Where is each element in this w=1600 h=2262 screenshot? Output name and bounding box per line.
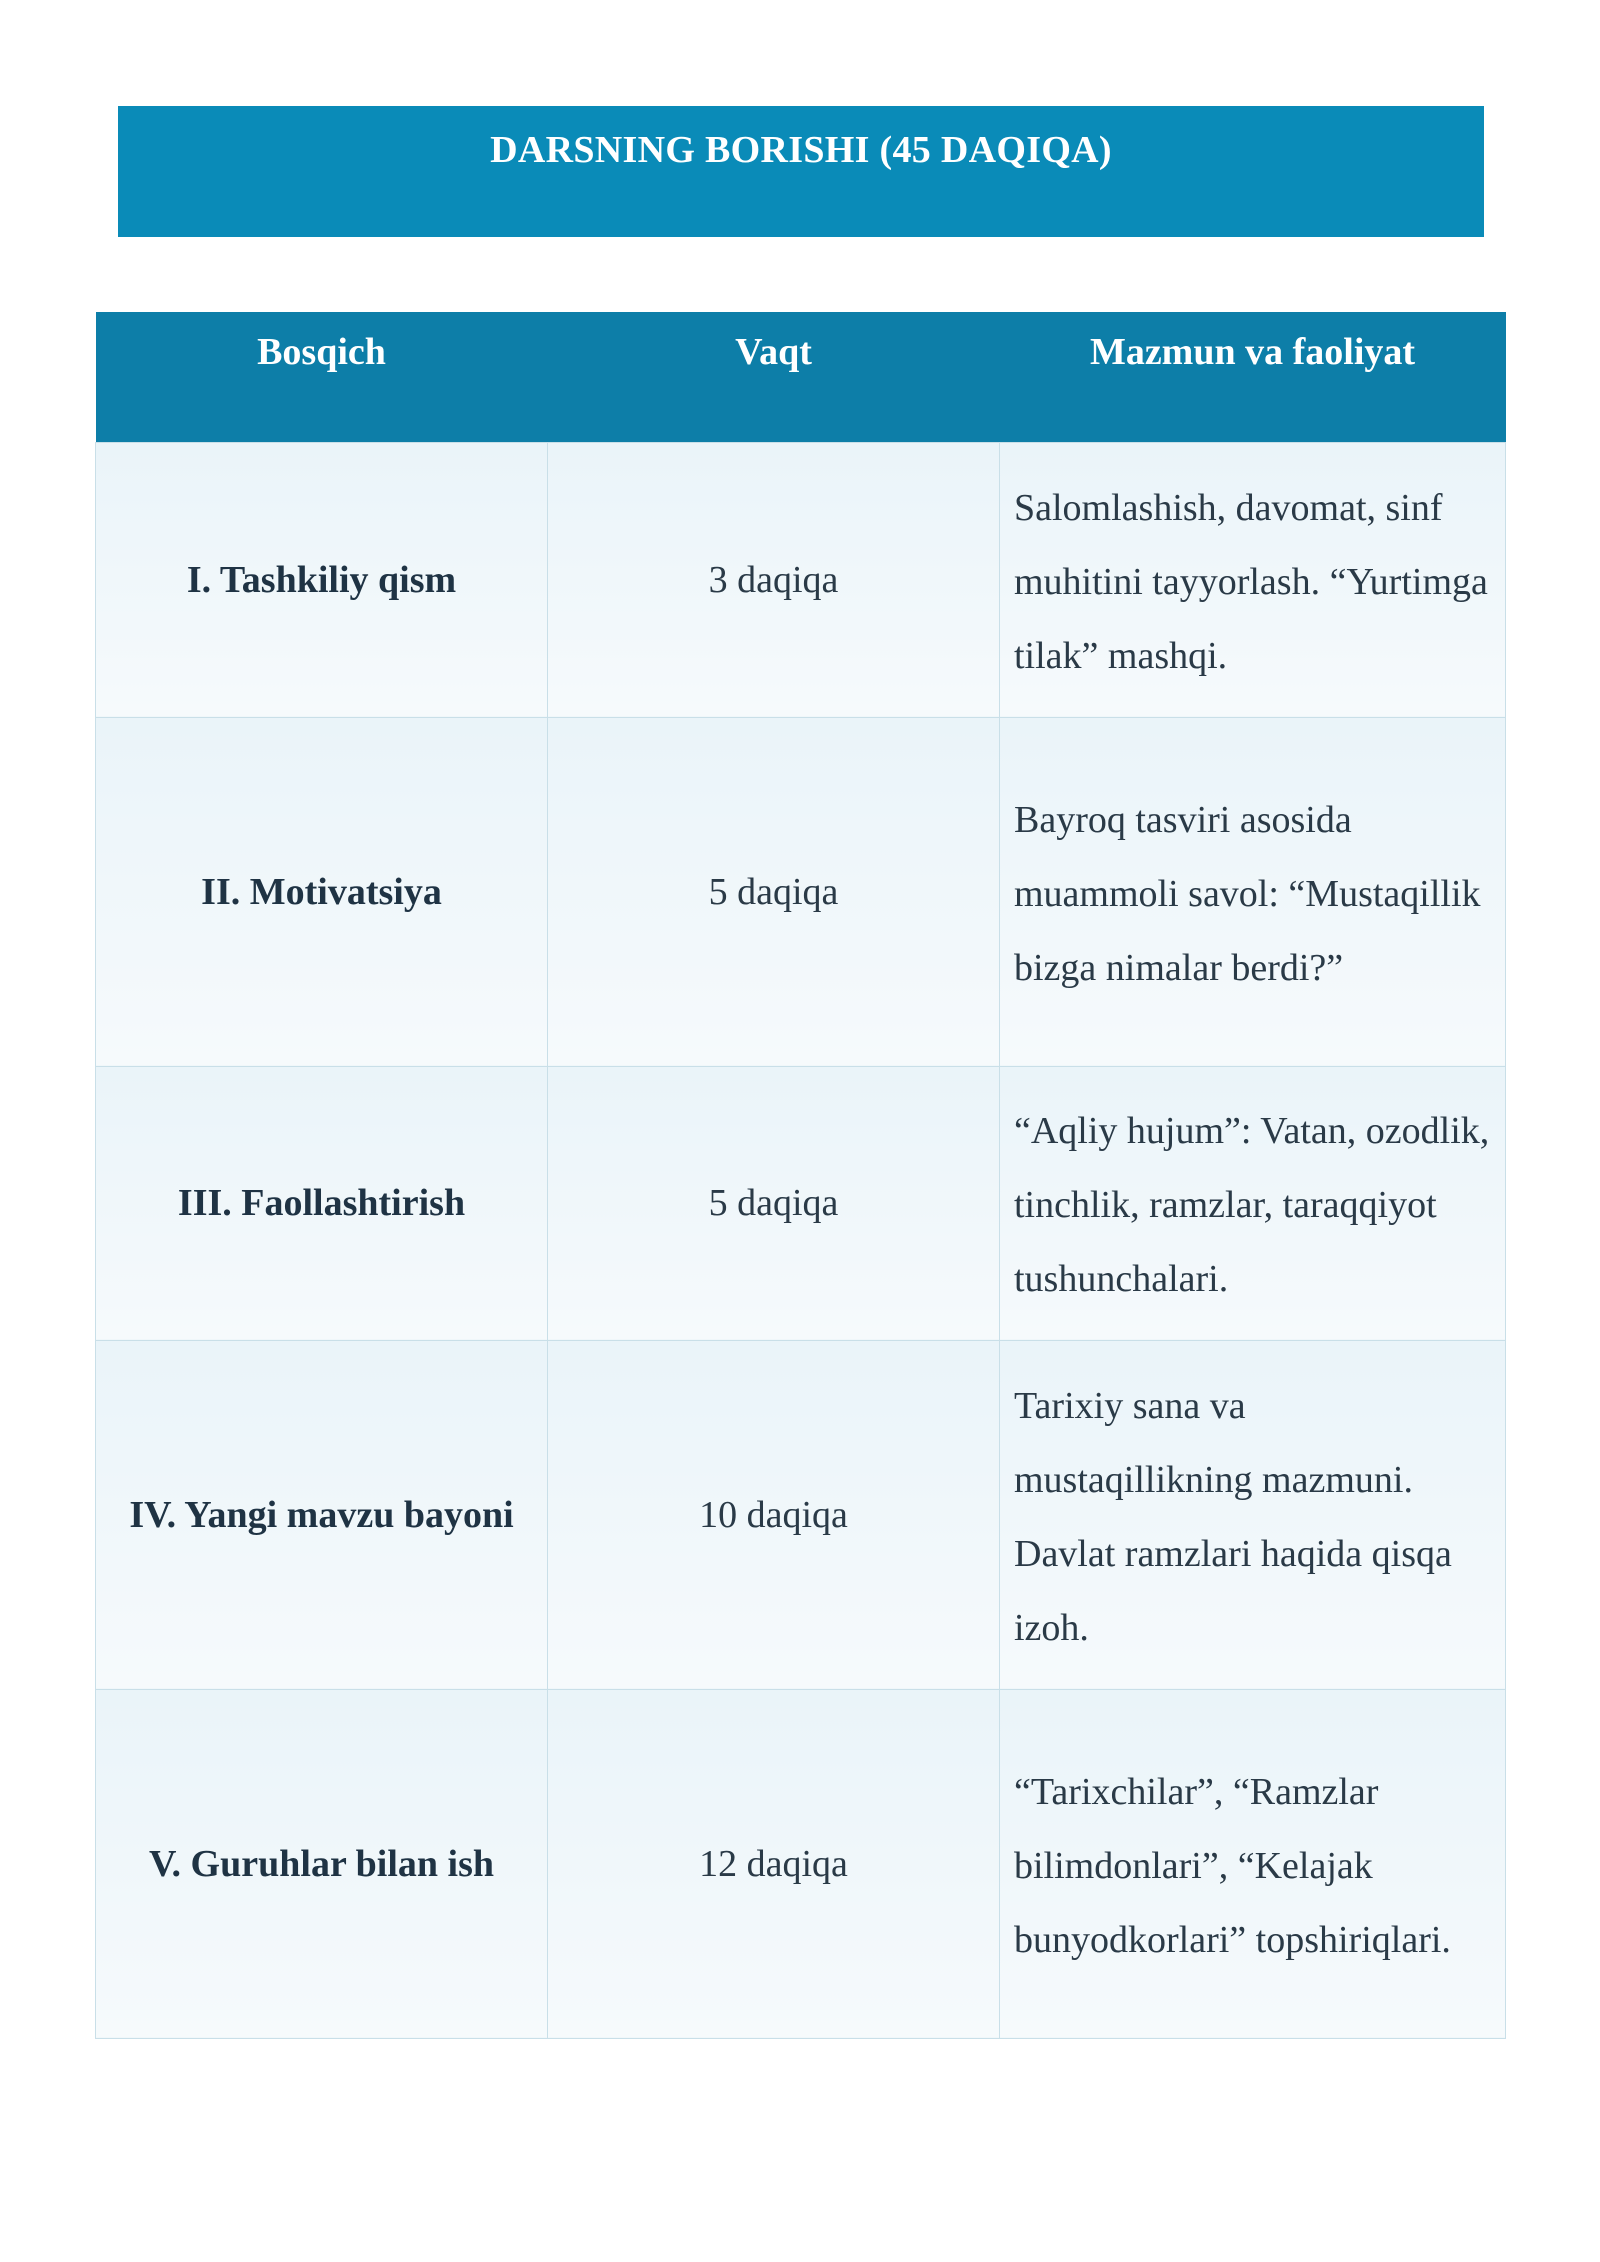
content-text: Salomlashish, davomat, sinf muhitini tayyorlash. “Yurtimga tilak” mashqi. [1014,486,1488,677]
time-cell: 10 daqiqa [548,1340,1000,1689]
stage-cell: III. Faollashtirish [96,1066,548,1340]
lesson-plan-table [95,312,1506,2039]
table-row [96,1066,1506,1340]
content-cell [1000,442,1506,717]
banner-title: DARSNING BORISHI (45 DAQIQA) [490,129,1112,171]
table-row [96,1689,1506,2038]
content-text: Tarixiy sana va mustaqillikning mazmuni. Davlat ramzlari haqida qisqa izoh. [1014,1384,1452,1649]
time-cell: 5 daqiqa [548,717,1000,1066]
stage-cell: V. Guruhlar bilan ish [96,1689,548,2038]
time-cell: 12 daqiqa [548,1689,1000,2038]
content-cell [1000,1340,1506,1689]
time-cell: 3 daqiqa [548,442,1000,717]
content-cell [1000,1689,1506,2038]
header-content: Mazmun va faoliyat [1000,312,1506,442]
content-cell [1000,1066,1506,1340]
stage-cell: IV. Yangi mavzu bayoni [96,1340,548,1689]
stage-cell: I. Tashkiliy qism [96,442,548,717]
content-text: Bayroq tasviri asosida muammoli savol: “Mustaqillik bizga nimalar berdi?” [1014,798,1481,989]
time-cell: 5 daqiqa [548,1066,1000,1340]
content-text: “Tarixchilar”, “Ramzlar bilimdonlari”, “Kelajak bunyodkorlari” topshiriqlari. [1014,1770,1451,1961]
table-row [96,442,1506,717]
stage-cell: II. Motivatsiya [96,717,548,1066]
content-cell [1000,717,1506,1066]
header-time: Vaqt [548,312,1000,442]
header-stage: Bosqich [96,312,548,442]
content-text: “Aqliy hujum”: Vatan, ozodlik, tinchlik, ramzlar, taraqqiyot tushunchalari. [1014,1110,1490,1300]
table-row [96,1340,1506,1689]
table-header-row [96,312,1506,442]
table-row [96,717,1506,1066]
section-banner [118,106,1484,237]
